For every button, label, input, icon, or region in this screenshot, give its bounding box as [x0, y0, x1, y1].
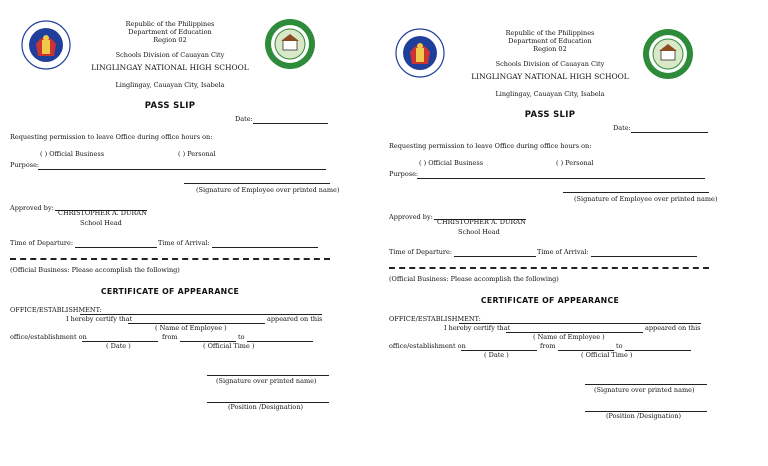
header-line1: Republic of the Philippines [505, 29, 595, 37]
approver-title: School Head [80, 219, 122, 227]
school-address: Linglingay, Cauayan City, Isabela [115, 81, 225, 89]
approver-title: School Head [458, 228, 500, 236]
official-time-caption: ( Official Time ) [203, 342, 255, 350]
from-text: from [540, 342, 556, 350]
official-business-checkbox[interactable]: ( ) Official Business [419, 159, 484, 167]
office-label: OFFICE/ESTABLISHMENT: [389, 315, 481, 323]
cut-line [10, 258, 330, 260]
header-line1: Republic of the Philippines [125, 20, 215, 28]
school-seal-icon [642, 28, 694, 80]
signature-caption: (Signature over printed name) [216, 377, 317, 385]
time-to-field[interactable] [625, 350, 691, 351]
name-caption: ( Name of Employee ) [155, 324, 227, 332]
office-label: OFFICE/ESTABLISHMENT: [10, 306, 102, 314]
to-text: to [616, 342, 623, 350]
certificate-title: CERTIFICATE OF APPEARANCE [100, 287, 240, 296]
approver-name: CHRISTOPHER A. DURAN [58, 209, 147, 217]
purpose-field[interactable] [417, 178, 705, 179]
employee-signature-caption: (Signature of Employee over printed name) [574, 195, 718, 203]
position-caption: (Position /Designation) [228, 403, 304, 411]
to-text: to [238, 333, 245, 341]
office-on-text: office/establishment on [10, 333, 87, 341]
pass-slip-title: PASS SLIP [144, 101, 196, 111]
time-departure-field[interactable] [454, 256, 536, 257]
request-text: Requesting permission to leave Office during office hours on: [10, 133, 213, 141]
appeared-text: appeared on this [645, 324, 701, 332]
header-line3: Region 02 [153, 36, 187, 44]
certify-text: I hereby certify that [66, 315, 133, 323]
pass-slip-left [0, 0, 340, 466]
date-caption: ( Date ) [484, 351, 509, 359]
date-label: Date: [613, 124, 631, 132]
time-arrival-field[interactable] [591, 256, 697, 257]
pass-slip-title: PASS SLIP [524, 110, 576, 120]
request-text: Requesting permission to leave Office during office hours on: [389, 142, 592, 150]
approver-name: CHRISTOPHER A. DURAN [437, 218, 526, 226]
official-time-caption: ( Official Time ) [581, 351, 633, 359]
employee-signature-line[interactable] [184, 183, 330, 184]
school-seal-icon [264, 18, 316, 70]
date-label: Date: [235, 115, 253, 123]
approved-by-label: Approved by: [10, 204, 54, 212]
date-field[interactable] [631, 132, 708, 133]
employee-signature-line[interactable] [563, 192, 709, 193]
time-to-field[interactable] [247, 341, 313, 342]
official-business-checkbox[interactable]: ( ) Official Business [40, 150, 105, 158]
header-line4: Schools Division of Cauayan City [115, 51, 225, 59]
employee-signature-caption: (Signature of Employee over printed name) [196, 186, 340, 194]
school-address: Linglingay, Cauayan City, Isabela [495, 90, 605, 98]
header-line2: Department of Education [128, 28, 212, 36]
time-arrival-field[interactable] [212, 247, 318, 248]
name-caption: ( Name of Employee ) [533, 333, 605, 341]
purpose-label: Purpose: [10, 161, 40, 169]
school-name: LINGLINGAY NATIONAL HIGH SCHOOL [91, 63, 249, 72]
personal-checkbox[interactable]: ( ) Personal [556, 159, 594, 167]
purpose-label: Purpose: [389, 170, 419, 178]
appeared-text: appeared on this [267, 315, 323, 323]
time-departure-label: Time of Departure: [10, 239, 74, 247]
time-arrival-label: Time of Arrival: [537, 248, 589, 256]
signature-line[interactable] [207, 375, 329, 376]
signature-caption: (Signature over printed name) [594, 386, 695, 394]
time-departure-label: Time of Departure: [389, 248, 453, 256]
approved-by-label: Approved by: [389, 213, 433, 221]
time-arrival-label: Time of Arrival: [158, 239, 210, 247]
header-line2: Department of Education [508, 37, 592, 45]
certify-text: I hereby certify that [444, 324, 511, 332]
official-note: (Official Business: Please accomplish the following) [10, 266, 180, 274]
position-caption: (Position /Designation) [606, 412, 682, 420]
header-line4: Schools Division of Cauayan City [495, 60, 605, 68]
header-line3: Region 02 [533, 45, 567, 53]
office-on-text: office/establishment on [389, 342, 466, 350]
from-text: from [162, 333, 178, 341]
certificate-title: CERTIFICATE OF APPEARANCE [480, 296, 620, 305]
school-name: LINGLINGAY NATIONAL HIGH SCHOOL [471, 72, 629, 81]
purpose-field[interactable] [38, 169, 326, 170]
time-departure-field[interactable] [75, 247, 157, 248]
deped-seal-icon [394, 28, 446, 78]
deped-seal-icon [20, 20, 72, 70]
signature-line[interactable] [585, 384, 707, 385]
cut-line [389, 267, 709, 269]
date-caption: ( Date ) [106, 342, 131, 350]
date-field[interactable] [253, 123, 328, 124]
official-note: (Official Business: Please accomplish the following) [389, 275, 559, 283]
personal-checkbox[interactable]: ( ) Personal [178, 150, 216, 158]
pass-slip-right [380, 0, 720, 466]
